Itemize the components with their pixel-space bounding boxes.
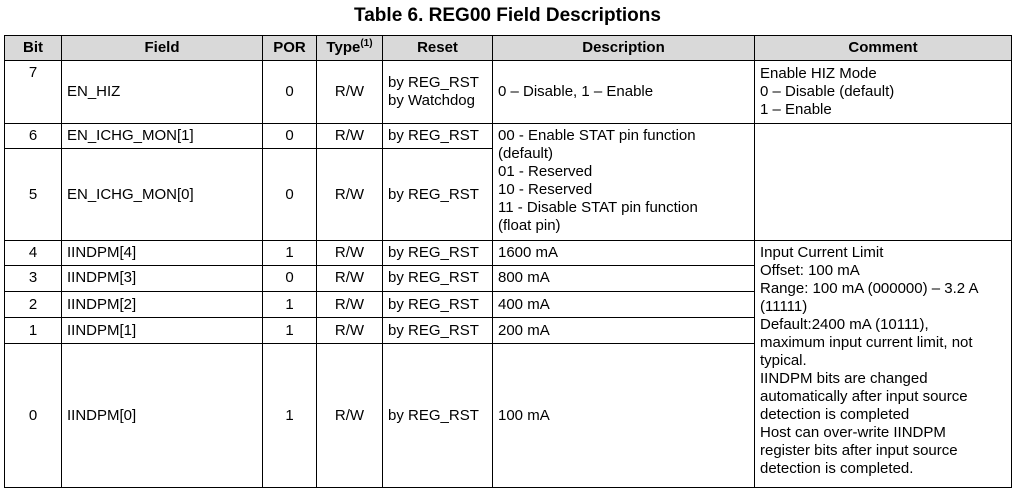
description-cell: 400 mA bbox=[493, 292, 755, 318]
comment-cell-merged: Input Current Limit Offset: 100 mA Range: 100 mA (000000) – 3.2 A (11111) Default:2400 mA (10111), maximum input current limit, not typical. IINDPM bits are changed automatically after input source detection is completed Host can over-write IINDPM register bits after input source detection is completed. bbox=[755, 240, 1012, 487]
header-row bbox=[5, 36, 1012, 61]
header-comment: Comment bbox=[755, 36, 1012, 61]
type-cell: R/W bbox=[317, 149, 383, 240]
table-row bbox=[5, 61, 1012, 124]
type-cell: R/W bbox=[317, 124, 383, 149]
field-cell: IINDPM[1] bbox=[62, 318, 263, 344]
reset-cell: by REG_RST bbox=[383, 240, 493, 265]
bit-cell: 6 bbox=[5, 124, 62, 149]
header-reset: Reset bbox=[383, 36, 493, 61]
field-cell: IINDPM[4] bbox=[62, 240, 263, 265]
bit-cell: 2 bbox=[5, 292, 62, 318]
table-title: Table 6. REG00 Field Descriptions bbox=[354, 5, 661, 26]
por-cell: 0 bbox=[263, 124, 317, 149]
description-cell: 1600 mA bbox=[493, 240, 755, 265]
header-bit: Bit bbox=[5, 36, 62, 61]
por-cell: 1 bbox=[263, 292, 317, 318]
description-cell: 200 mA bbox=[493, 318, 755, 344]
por-cell: 0 bbox=[263, 149, 317, 240]
reset-cell: by REG_RST bbox=[383, 344, 493, 488]
por-cell: 1 bbox=[263, 344, 317, 488]
header-description: Description bbox=[493, 36, 755, 61]
type-cell: R/W bbox=[317, 240, 383, 265]
comment-cell: Enable HIZ Mode 0 – Disable (default) 1 – Enable bbox=[755, 61, 1012, 124]
por-cell: 1 bbox=[263, 240, 317, 265]
bit-cell: 3 bbox=[5, 265, 62, 291]
reset-cell: by REG_RST bbox=[383, 292, 493, 318]
header-type-label: Type bbox=[326, 39, 361, 56]
table-row bbox=[5, 124, 1012, 149]
bit-cell: 0 bbox=[5, 344, 62, 488]
description-cell: 800 mA bbox=[493, 265, 755, 291]
bit-cell: 1 bbox=[5, 318, 62, 344]
field-cell: EN_ICHG_MON[1] bbox=[62, 124, 263, 149]
reset-cell: by REG_RST bbox=[383, 265, 493, 291]
type-cell: R/W bbox=[317, 265, 383, 291]
bit-cell: 4 bbox=[5, 240, 62, 265]
type-cell: R/W bbox=[317, 318, 383, 344]
field-cell: EN_HIZ bbox=[62, 61, 263, 124]
header-type bbox=[317, 36, 383, 61]
bit-cell: 7 bbox=[5, 61, 62, 124]
type-cell: R/W bbox=[317, 344, 383, 488]
reset-cell: by REG_RST bbox=[383, 318, 493, 344]
bit-cell: 5 bbox=[5, 149, 62, 240]
type-cell: R/W bbox=[317, 292, 383, 318]
por-cell: 0 bbox=[263, 265, 317, 291]
description-cell: 0 – Disable, 1 – Enable bbox=[493, 61, 755, 124]
header-type-footnote: (1) bbox=[360, 38, 373, 49]
register-table bbox=[4, 35, 1012, 488]
table-row bbox=[5, 240, 1012, 265]
por-cell: 0 bbox=[263, 61, 317, 124]
comment-cell-empty bbox=[755, 124, 1012, 241]
reset-cell: by REG_RST bbox=[383, 124, 493, 149]
field-cell: IINDPM[3] bbox=[62, 265, 263, 291]
field-cell: IINDPM[0] bbox=[62, 344, 263, 488]
header-field: Field bbox=[62, 36, 263, 61]
field-cell: IINDPM[2] bbox=[62, 292, 263, 318]
field-cell: EN_ICHG_MON[0] bbox=[62, 149, 263, 240]
reset-cell: by REG_RST bbox=[383, 149, 493, 240]
header-por: POR bbox=[263, 36, 317, 61]
description-cell-merged: 00 - Enable STAT pin function (default) 01 - Reserved 10 - Reserved 11 - Disable STAT pin function (float pin) bbox=[493, 124, 755, 241]
por-cell: 1 bbox=[263, 318, 317, 344]
reset-cell: by REG_RST by Watchdog bbox=[383, 61, 493, 124]
description-cell: 100 mA bbox=[493, 344, 755, 488]
type-cell: R/W bbox=[317, 61, 383, 124]
